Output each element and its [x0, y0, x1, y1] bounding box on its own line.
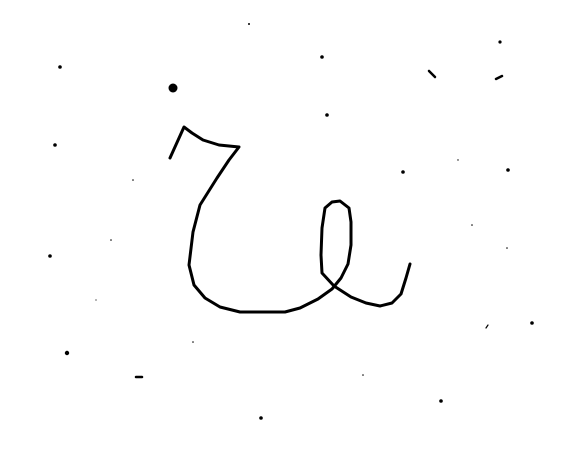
ink-dot	[58, 65, 62, 69]
ink-dot	[192, 341, 194, 343]
ink-dot	[506, 168, 510, 172]
ink-dot	[248, 23, 250, 25]
ink-dot	[53, 143, 57, 147]
ink-dot	[457, 159, 458, 160]
ink-dot	[110, 239, 112, 241]
ink-dot	[362, 374, 364, 376]
ink-dot	[95, 299, 96, 300]
ink-dot	[506, 247, 508, 249]
ink-dot	[259, 416, 263, 420]
ink-dot	[498, 40, 501, 43]
ink-dot	[471, 224, 473, 226]
ink-dot	[65, 351, 69, 355]
ink-dot	[48, 254, 52, 258]
ink-dot	[439, 399, 443, 403]
ink-dot	[132, 179, 134, 181]
ink-dot	[530, 321, 534, 325]
ink-dot	[325, 113, 329, 117]
ink-dot	[169, 84, 178, 93]
ink-dot	[401, 170, 405, 174]
ink-dot	[320, 55, 324, 59]
